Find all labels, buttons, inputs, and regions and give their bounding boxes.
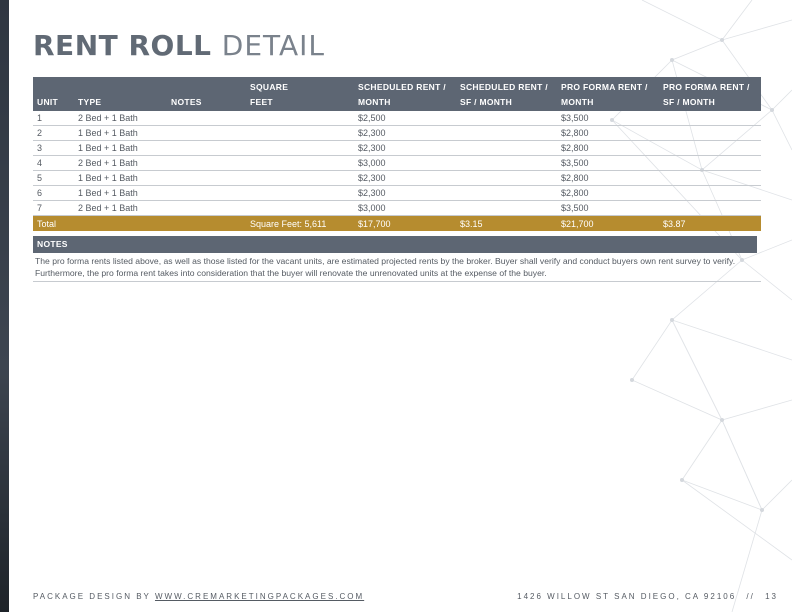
total-square-feet: Square Feet: 5,611 bbox=[246, 216, 354, 232]
cell-scheduled-rent-month: $2,300 bbox=[354, 126, 456, 141]
cell-square-feet bbox=[246, 171, 354, 186]
total-label: Total bbox=[33, 216, 74, 232]
table-row bbox=[33, 201, 761, 216]
footer-credit bbox=[33, 592, 364, 601]
page-title-bold: RENT ROLL bbox=[33, 29, 212, 62]
cell-proforma-rent-month: $2,800 bbox=[557, 171, 659, 186]
col-header-sched-month: MONTH bbox=[354, 94, 456, 111]
total-row bbox=[33, 216, 761, 232]
col-header-notes: NOTES bbox=[167, 94, 246, 111]
cell-type: 2 Bed + 1 Bath bbox=[74, 156, 167, 171]
col-header-unit: UNIT bbox=[33, 94, 74, 111]
cell-proforma-rent-sf bbox=[659, 141, 761, 156]
total-scheduled-rent-sf: $3.15 bbox=[456, 216, 557, 232]
table-row bbox=[33, 186, 761, 201]
cell-square-feet bbox=[246, 141, 354, 156]
col-header-type-top bbox=[74, 77, 167, 94]
cell-unit: 1 bbox=[33, 111, 74, 126]
cell-notes bbox=[167, 111, 246, 126]
cell-scheduled-rent-month: $3,000 bbox=[354, 201, 456, 216]
page-title bbox=[33, 28, 325, 64]
table-header-row-1 bbox=[33, 77, 761, 94]
table-row bbox=[33, 111, 761, 126]
col-header-sqft-top: SQUARE bbox=[246, 77, 354, 94]
cell-scheduled-rent-month: $2,300 bbox=[354, 171, 456, 186]
rent-roll-table bbox=[33, 77, 761, 231]
left-accent-bar bbox=[0, 0, 9, 612]
cell-notes bbox=[167, 126, 246, 141]
cell-proforma-rent-sf bbox=[659, 201, 761, 216]
cell-proforma-rent-month: $3,500 bbox=[557, 201, 659, 216]
cell-unit: 3 bbox=[33, 141, 74, 156]
cell-type: 1 Bed + 1 Bath bbox=[74, 141, 167, 156]
footer-address-text: 1426 WILLOW ST SAN DIEGO, CA 92106 bbox=[517, 592, 737, 601]
col-header-proforma-month-top: PRO FORMA RENT / bbox=[557, 77, 659, 94]
cell-unit: 4 bbox=[33, 156, 74, 171]
table-header-row-2 bbox=[33, 94, 761, 111]
page-title-light: DETAIL bbox=[221, 29, 325, 62]
cell-scheduled-rent-sf bbox=[456, 141, 557, 156]
notes-header: NOTES bbox=[33, 236, 757, 253]
cell-square-feet bbox=[246, 201, 354, 216]
cell-unit: 7 bbox=[33, 201, 74, 216]
table-row bbox=[33, 156, 761, 171]
cell-scheduled-rent-sf bbox=[456, 201, 557, 216]
cell-proforma-rent-month: $2,800 bbox=[557, 126, 659, 141]
cell-type: 2 Bed + 1 Bath bbox=[74, 201, 167, 216]
cell-proforma-rent-month: $3,500 bbox=[557, 156, 659, 171]
table-row bbox=[33, 171, 761, 186]
footer-credit-prefix: PACKAGE DESIGN BY bbox=[33, 592, 151, 601]
col-header-notes-top bbox=[167, 77, 246, 94]
cell-type: 1 Bed + 1 Bath bbox=[74, 126, 167, 141]
total-proforma-rent-month: $21,700 bbox=[557, 216, 659, 232]
cell-notes bbox=[167, 141, 246, 156]
cell-proforma-rent-sf bbox=[659, 111, 761, 126]
cell-proforma-rent-sf bbox=[659, 126, 761, 141]
cell-scheduled-rent-sf bbox=[456, 186, 557, 201]
col-header-sched-sf: SF / MONTH bbox=[456, 94, 557, 111]
cell-square-feet bbox=[246, 111, 354, 126]
cell-proforma-rent-month: $2,800 bbox=[557, 141, 659, 156]
footer-address bbox=[517, 592, 778, 601]
total-proforma-rent-sf: $3.87 bbox=[659, 216, 761, 232]
cell-scheduled-rent-sf bbox=[456, 126, 557, 141]
page-number: 13 bbox=[765, 592, 778, 601]
total-scheduled-rent-month: $17,700 bbox=[354, 216, 456, 232]
col-header-sched-sf-top: SCHEDULED RENT / bbox=[456, 77, 557, 94]
cell-type: 1 Bed + 1 Bath bbox=[74, 186, 167, 201]
cell-unit: 2 bbox=[33, 126, 74, 141]
cell-notes bbox=[167, 171, 246, 186]
col-header-proforma-sf-top: PRO FORMA RENT / bbox=[659, 77, 761, 94]
cell-square-feet bbox=[246, 186, 354, 201]
notes-text: The pro forma rents listed above, as well as those listed for the vacant units, are estimated projected rents by the broker. Buyer shall verify and conduct buyers own rent survey to verify. Furthermore, the pro forma rent takes into consideration that the buyer will renovate the unrenovated units at the expense of the buyer. bbox=[33, 255, 761, 282]
cell-scheduled-rent-month: $2,300 bbox=[354, 186, 456, 201]
cell-square-feet bbox=[246, 126, 354, 141]
cell-unit: 5 bbox=[33, 171, 74, 186]
cell-square-feet bbox=[246, 156, 354, 171]
cell-scheduled-rent-month: $3,000 bbox=[354, 156, 456, 171]
table-row bbox=[33, 126, 761, 141]
rent-roll-body bbox=[33, 111, 761, 216]
cell-type: 1 Bed + 1 Bath bbox=[74, 171, 167, 186]
col-header-proforma-month: MONTH bbox=[557, 94, 659, 111]
cell-scheduled-rent-sf bbox=[456, 171, 557, 186]
cell-type: 2 Bed + 1 Bath bbox=[74, 111, 167, 126]
cell-scheduled-rent-month: $2,300 bbox=[354, 141, 456, 156]
col-header-proforma-sf: SF / MONTH bbox=[659, 94, 761, 111]
cell-proforma-rent-sf bbox=[659, 186, 761, 201]
col-header-type: TYPE bbox=[74, 94, 167, 111]
cell-scheduled-rent-month: $2,500 bbox=[354, 111, 456, 126]
col-header-sched-month-top: SCHEDULED RENT / bbox=[354, 77, 456, 94]
footer-separator: // bbox=[746, 592, 755, 601]
table-row bbox=[33, 141, 761, 156]
footer-credit-link[interactable]: WWW.CREMARKETINGPACKAGES.COM bbox=[154, 592, 365, 601]
cell-proforma-rent-sf bbox=[659, 171, 761, 186]
cell-notes bbox=[167, 201, 246, 216]
col-header-unit-top bbox=[33, 77, 74, 94]
cell-notes bbox=[167, 186, 246, 201]
cell-proforma-rent-month: $2,800 bbox=[557, 186, 659, 201]
total-type bbox=[74, 216, 167, 232]
col-header-sqft: FEET bbox=[246, 94, 354, 111]
cell-proforma-rent-sf bbox=[659, 156, 761, 171]
cell-notes bbox=[167, 156, 246, 171]
total-notes bbox=[167, 216, 246, 232]
cell-scheduled-rent-sf bbox=[456, 111, 557, 126]
cell-proforma-rent-month: $3,500 bbox=[557, 111, 659, 126]
cell-scheduled-rent-sf bbox=[456, 156, 557, 171]
cell-unit: 6 bbox=[33, 186, 74, 201]
